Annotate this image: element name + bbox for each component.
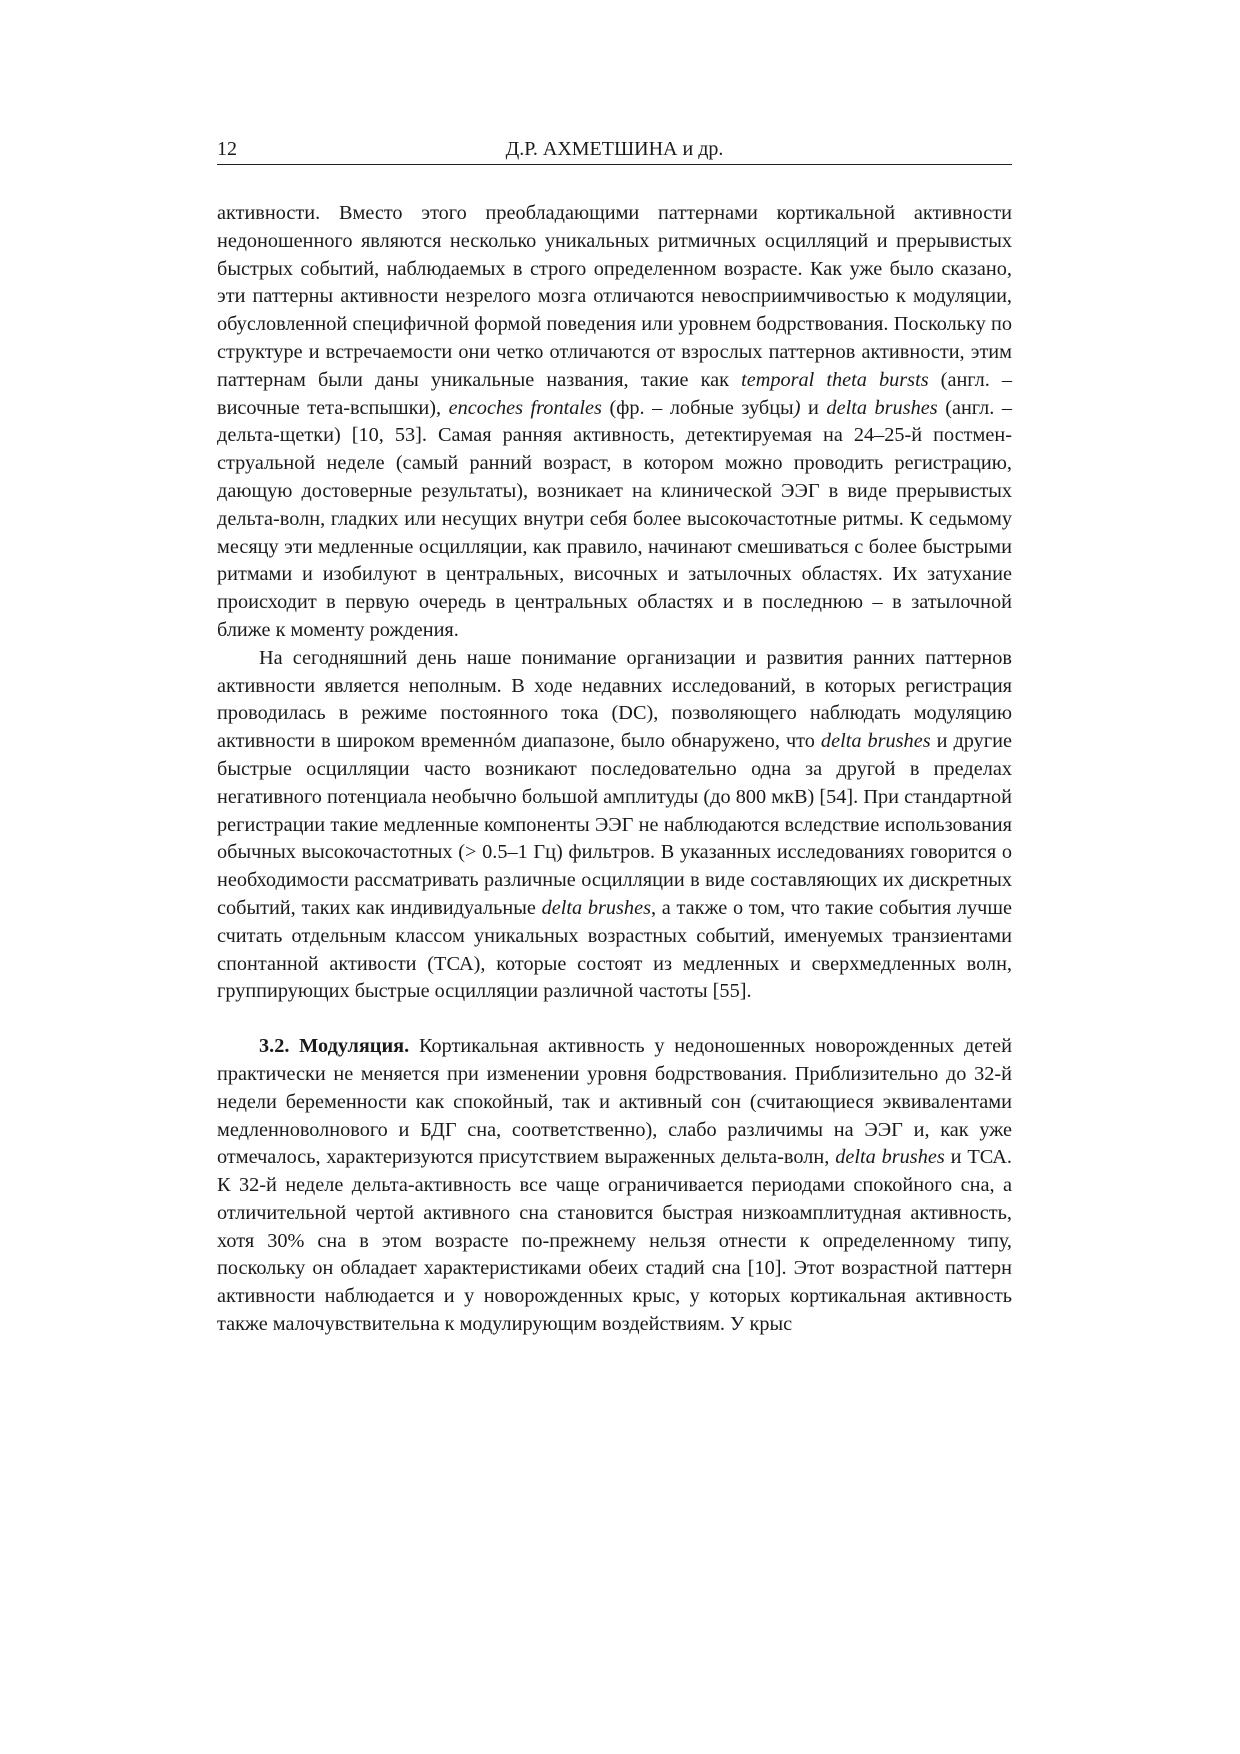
text-run: На сегодняшний день наше понимание организации и развития ранних паттернов активности является неполным. В ходе недавних исследований, в которых регистрация проводилась в режиме постоянного тока (DC), позволяющего наблюдать модуляцию активности в широком временнóм диапазоне, было обнаружено, что <box>217 646 1012 753</box>
text-run: , а также о том, что такие события лучше считать отдельным классом уникальных возрастных событий, именуемых транзиентами спонтанной активости (ТСА), которые состоят из медленных и сверхмедленных волн, группирующих быстрые осцилляции различной частоты [55]. <box>217 896 1012 1003</box>
text-run: (англ. – дельта-щетки) [10, 53]. Самая ранняя активность, детектируемая на 24–25-й постменструальной неделе (самый ранний возраст, в котором можно проводить регистрацию, дающую достоверные результаты), возникает на клинической ЭЭГ в виде прерывистых дельта-волн, гладких или несущих внутри себя более высокочастотные ритмы. К седьмому месяцу эти медленные осцилляции, как правило, начинают смешиваться с более быстрыми ритмами и изобилуют в центральных, височных и затылочных областях. Их затухание происходит в первую очередь в центральных областях и в последнюю – в затылочной ближе к моменту рождения. <box>217 396 1012 641</box>
section-heading: 3.2. Модуляция. <box>259 1035 410 1058</box>
text-run: и ТСА. К 32-й неделе дельта-активность все чаще ограничивается периодами спокойного сна, а отличительной чертой активного сна становится быстрая низкоамплитудная активность, хотя 30% сна в этом возрасте по-прежнему нельзя отнести к определенному типу, поскольку он обладает характеристиками обеих стадий сна [10]. Этот возрастной паттерн активности наблюдается и у новорожденных крыс, у которых кортикальная активность также малочувствительна к модулирующим воздействиям. У крыс <box>217 1146 1012 1336</box>
italic-term: delta brushes <box>826 396 938 419</box>
italic-term: temporal theta bursts <box>741 368 929 391</box>
italic-term: delta brushes <box>835 1146 945 1169</box>
running-title: Д.Р. АХМЕТШИНА и др. <box>505 138 724 160</box>
article-body <box>217 200 1012 1339</box>
journal-page <box>217 134 1012 1339</box>
page-number: 12 <box>217 138 237 160</box>
text-run: активности. Вместо этого преобладающими паттернами кортикальной активности недоношенного являются несколько уникальных ритмичных осцилляций и прерывистых быстрых событий, наблюдаемых в строго определенном возрасте. Как уже было сказано, эти паттерны активности незрелого мозга отличаются невосприимчивостью к модуляции, обусловленной специфичной формой поведения или уровнем бодрствования. Поскольку по структуре и встречаемости они четко отличаются от взрослых паттернов активности, этим паттернам были даны уникальные названия, такие как <box>217 202 1012 391</box>
italic-paren: ) <box>793 396 801 419</box>
text-run: (фр. – лобные зубцы <box>601 396 794 419</box>
text-run: и другие быстрые осцилляции часто возникают последовательно одна за другой в пределах негативного потенциала необычно большой амплитуды (до 800 мкВ) [54]. При стандартной регистрации такие медленные компоненты ЭЭГ не наблюдаются вследствие использования обычных высокочастотных (> 0.5–1 Гц) фильтров. В указанных исследованиях говорится о необходимости рассматривать различные осцилляции в виде составляющих их дискретных событий, таких как индивидуальные <box>217 730 1012 919</box>
paragraph-continuation <box>217 200 1012 645</box>
text-run: Кортикальная активность у недоношенных новорожденных детей практически не меняется при изменении уровня бодрствования. Приблизительно до 32-й недели беременности как спокойный, так и активный сон (считающиеся эквивалентами медленноволнового и БДГ сна, соответственно), слабо различимы на ЭЭГ и, как уже отмечалось, характеризуются присутствием выраженных дельта-волн, <box>217 1035 1012 1169</box>
running-header <box>217 134 1012 165</box>
paragraph-dc-recording <box>217 645 1012 1006</box>
section-modulation <box>217 1033 1012 1339</box>
text-run: и <box>800 396 827 419</box>
text-run: (англ. – височные тета-вспышки), <box>217 368 1012 419</box>
italic-term: delta brushes <box>820 730 931 753</box>
italic-term: delta brushes <box>541 896 651 919</box>
italic-term: encoches frontales <box>448 396 602 419</box>
